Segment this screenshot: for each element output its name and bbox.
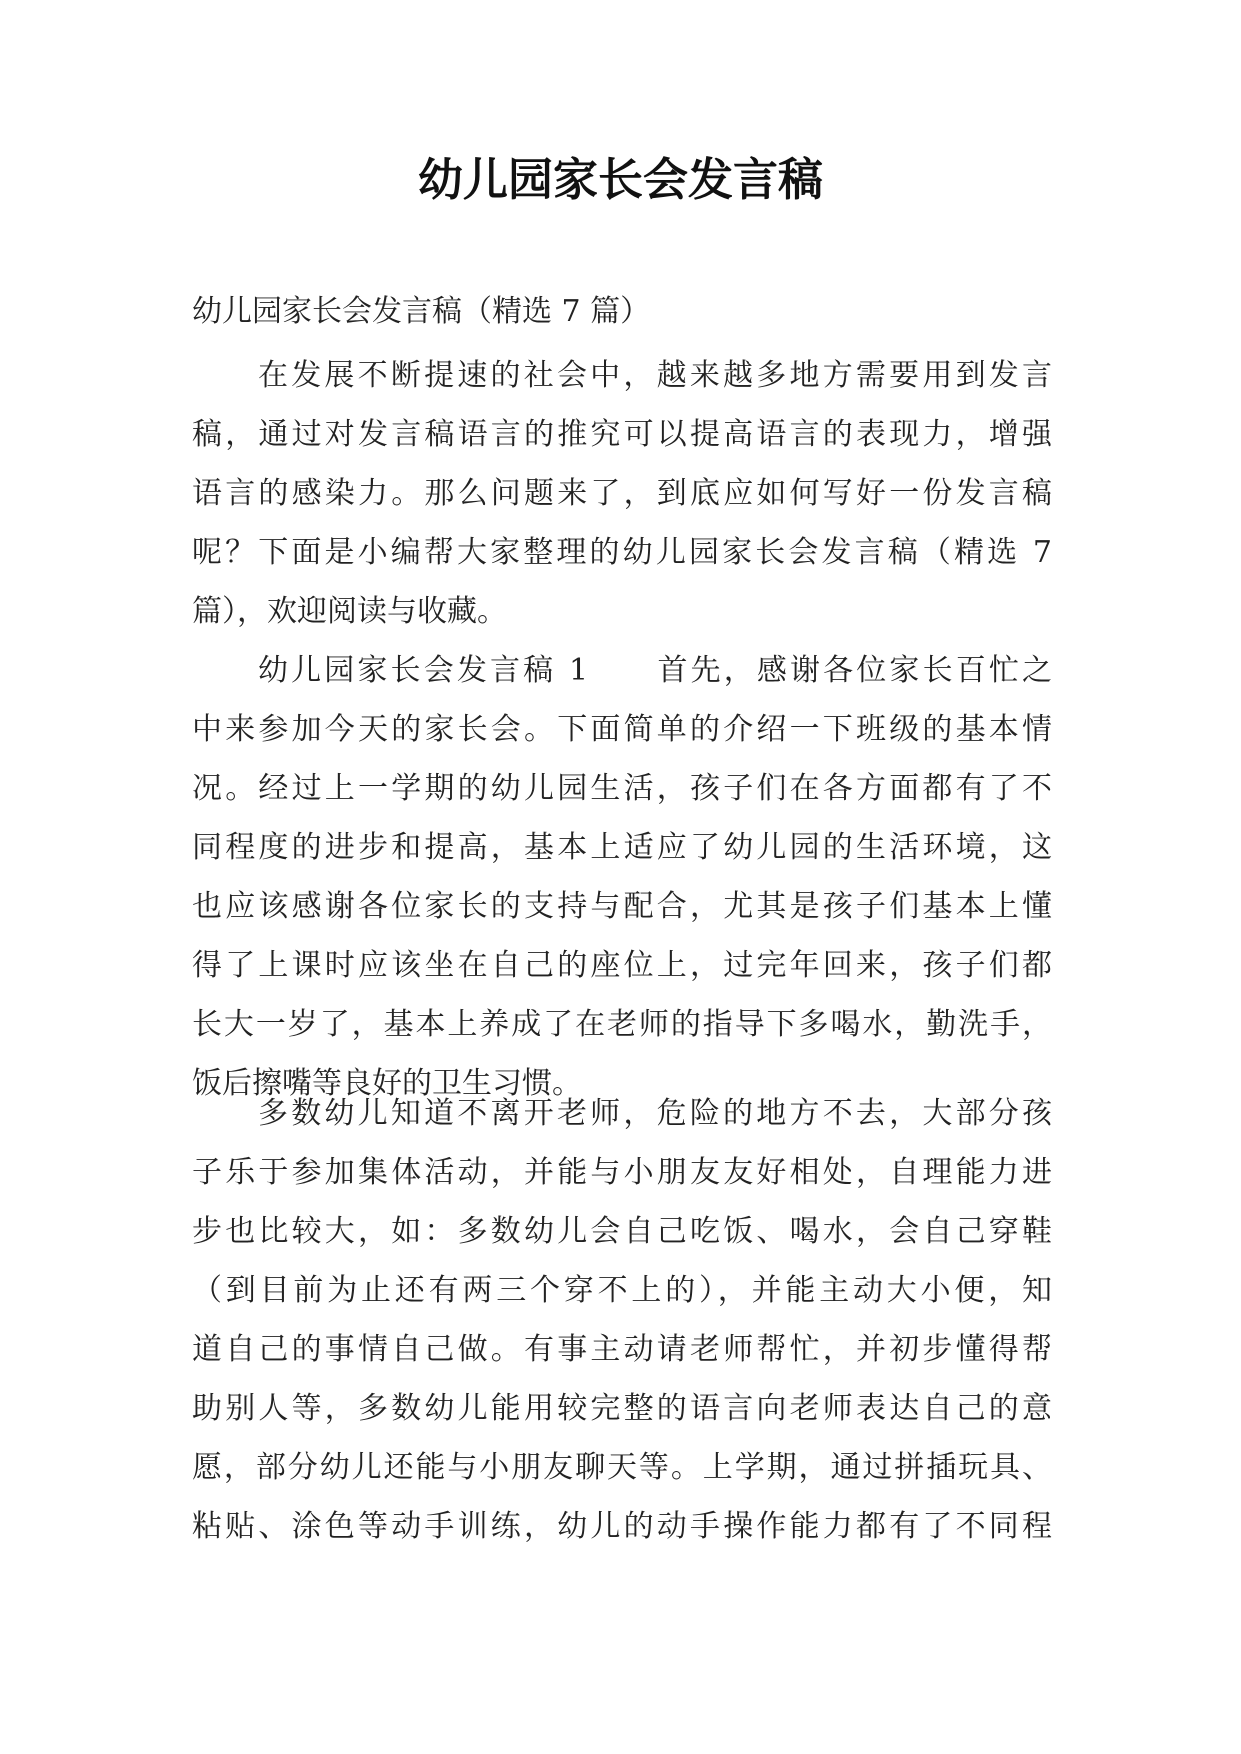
paragraph-line: （到目前为止还有两三个穿不上的），并能主动大小便，知 xyxy=(192,1273,1052,1308)
intro-paragraph xyxy=(192,346,1052,641)
paragraph-line: 中来参加今天的家长会。下面简单的介绍一下班级的基本情 xyxy=(192,712,1052,747)
paragraph-line: 多数幼儿知道不离开老师，危险的地方不去，大部分孩 xyxy=(258,1096,1052,1131)
paragraph-line: 也应该感谢各位家长的支持与配合，尤其是孩子们基本上懂 xyxy=(192,889,1052,924)
paragraph-line: 语言的感染力。那么问题来了，到底应如何写好一份发言稿 xyxy=(192,476,1052,511)
paragraph-line: 况。经过上一学期的幼儿园生活，孩子们在各方面都有了不 xyxy=(192,771,1052,806)
progress-paragraph xyxy=(192,1084,1052,1556)
paragraph-line: 呢？下面是小编帮大家整理的幼儿园家长会发言稿（精选 7 xyxy=(192,535,1052,570)
paragraph-line: 步也比较大，如：多数幼儿会自己吃饭、喝水，会自己穿鞋 xyxy=(192,1214,1052,1249)
paragraph-line: 稿，通过对发言稿语言的推究可以提高语言的表现力，增强 xyxy=(192,417,1052,452)
paragraph-line: 助别人等，多数幼儿能用较完整的语言向老师表达自己的意 xyxy=(192,1391,1052,1426)
paragraph-line: 愿，部分幼儿还能与小朋友聊天等。上学期，通过拼插玩具、 xyxy=(192,1450,1052,1485)
paragraph-line: 得了上课时应该坐在自己的座位上，过完年回来，孩子们都 xyxy=(192,948,1052,983)
paragraph-line: 粘贴、涂色等动手训练，幼儿的动手操作能力都有了不同程 xyxy=(192,1509,1052,1544)
paragraph-line: 道自己的事情自己做。有事主动请老师帮忙，并初步懂得帮 xyxy=(192,1332,1052,1367)
paragraph-line: 在发展不断提速的社会中，越来越多地方需要用到发言 xyxy=(258,358,1052,393)
speech-1-paragraph xyxy=(192,641,1052,1113)
document-subtitle: 幼儿园家长会发言稿（精选 7 篇） xyxy=(192,294,651,329)
paragraph-line: 子乐于参加集体活动，并能与小朋友友好相处，自理能力进 xyxy=(192,1155,1052,1190)
paragraph-line: 篇），欢迎阅读与收藏。 xyxy=(192,594,507,629)
paragraph-line: 长大一岁了，基本上养成了在老师的指导下多喝水，勤洗手， xyxy=(192,1007,1052,1042)
paragraph-line: 幼儿园家长会发言稿 1 首先，感谢各位家长百忙之 xyxy=(258,653,1052,688)
document-title: 幼儿园家长会发言稿 xyxy=(417,153,823,206)
paragraph-line: 饭后擦嘴等良好的卫生习惯。 xyxy=(192,1066,582,1101)
paragraph-line: 同程度的进步和提高，基本上适应了幼儿园的生活环境，这 xyxy=(192,830,1052,865)
